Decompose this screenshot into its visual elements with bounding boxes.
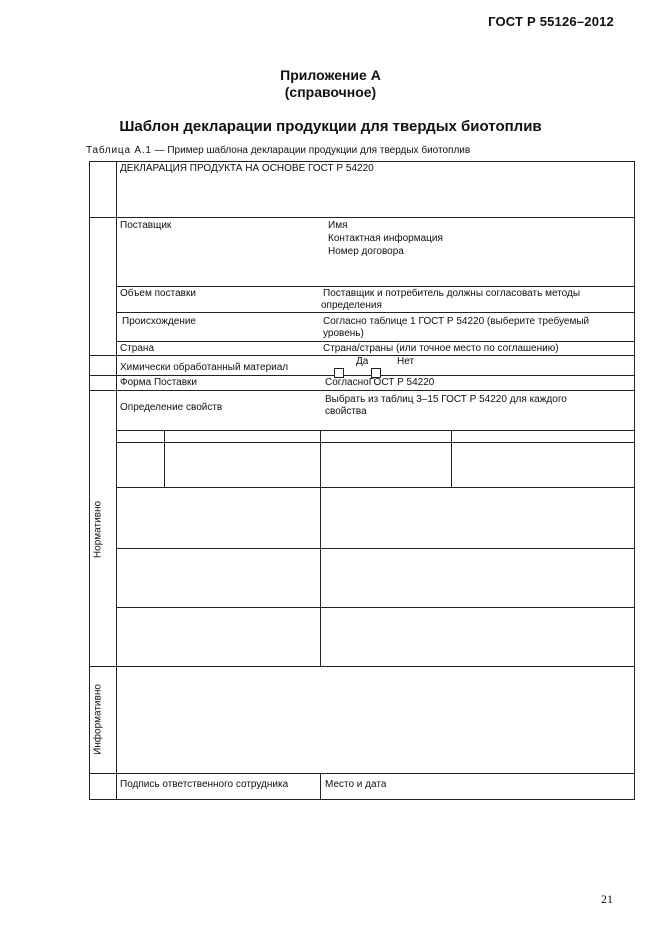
form-value-prefix: Согласно <box>325 377 369 388</box>
row-line <box>89 666 635 667</box>
appendix-subtitle: (справочное) <box>284 84 377 100</box>
section-normative-label: Нормативно <box>92 500 104 559</box>
supplier-name: Имя <box>328 220 348 231</box>
table-caption-text: — Пример шаблона декларации продукции для твердых биотоплив <box>151 145 471 156</box>
row-line <box>116 487 635 488</box>
row-line <box>116 286 635 287</box>
row-line <box>89 390 635 391</box>
place-date-label: Место и дата <box>325 779 387 790</box>
volume-value-line2: определения <box>321 300 382 311</box>
origin-value-line1: Согласно таблице 1 ГОСТ Р 54220 (выберите требуемый <box>323 316 590 327</box>
column-line <box>451 430 452 488</box>
signature-label: Подпись ответственного сотрудника <box>120 779 289 790</box>
column-line <box>320 430 321 667</box>
row-line <box>116 312 635 313</box>
form-label: Форма Поставки <box>120 377 197 388</box>
page-number: 21 <box>601 892 613 906</box>
row-line <box>116 548 635 549</box>
table-border-top <box>89 161 635 162</box>
origin-value-line2: уровень) <box>323 328 364 339</box>
volume-label: Объем поставки <box>120 288 196 299</box>
row-line <box>89 217 635 218</box>
standard-number: ГОСТ Р 55126–2012 <box>488 14 614 29</box>
column-line <box>320 773 321 800</box>
supplier-contact: Контактная информация <box>328 233 443 244</box>
row-line <box>89 375 635 376</box>
origin-label: Происхождение <box>122 316 196 327</box>
volume-value-line1: Поставщик и потребитель должны согласовать методы <box>323 288 581 299</box>
table-border-bottom <box>89 799 635 800</box>
table-border-right <box>634 161 635 800</box>
country-value: Страна/страны (или точное место по соглашению) <box>323 343 559 354</box>
row-line <box>116 442 635 443</box>
table-caption <box>86 145 470 156</box>
chemical-yes-label: Да <box>356 356 369 367</box>
section-informative-label: Информативно <box>92 684 104 755</box>
row-line <box>116 341 635 342</box>
row-line <box>116 430 635 431</box>
form-value <box>325 377 434 389</box>
chemical-label: Химически обработанный материал <box>120 362 289 373</box>
supplier-label: Поставщик <box>120 220 172 231</box>
section-column-divider <box>116 161 117 800</box>
table-caption-label: Таблица А.1 <box>86 145 152 156</box>
chemical-no-label: Нет <box>397 356 415 367</box>
properties-label: Определение свойств <box>120 402 223 413</box>
properties-value-line2: свойства <box>325 406 367 417</box>
appendix-title: Приложение А <box>280 67 381 83</box>
table-border-left <box>89 161 90 800</box>
declaration-heading: ДЕКЛАРАЦИЯ ПРОДУКТА НА ОСНОВЕ ГОСТ Р 54220 <box>120 163 374 174</box>
document-title: Шаблон декларации продукции для твердых биотоплив <box>119 118 542 135</box>
row-line <box>116 607 635 608</box>
form-value-ref: ГОСТ Р 54220 <box>368 377 435 388</box>
supplier-contract: Номер договора <box>328 246 404 257</box>
column-line <box>164 430 165 488</box>
row-line <box>89 773 635 774</box>
country-label: Страна <box>120 343 155 354</box>
properties-value-line1: Выбрать из таблиц 3–15 ГОСТ Р 54220 для каждого <box>325 394 567 405</box>
